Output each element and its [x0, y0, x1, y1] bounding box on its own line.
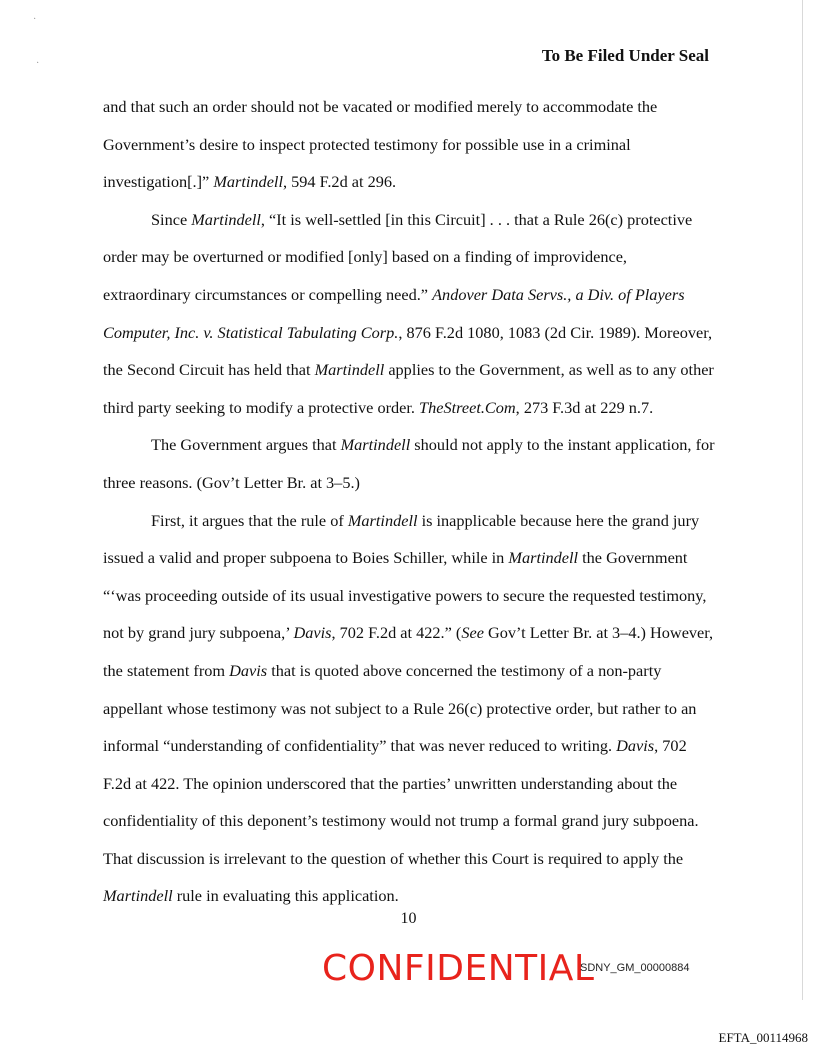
citation-italic: TheStreet.Com — [419, 397, 516, 417]
text-run: , 876 F.2d 1080, 1083 (2d Cir. 1989). Moreover, the Second Circuit has held that — [103, 322, 713, 380]
confidential-stamp: CONFIDENTIAL — [322, 948, 595, 989]
document-body — [103, 88, 715, 915]
scan-speck: · — [33, 14, 37, 25]
text-run: , “It is well-settled [in this Circuit] . . . that a Rule 26(c) protective order may be overturned or modified [only] based on a finding of improvidence, extraordinary circumstances or compelling need.” — [103, 209, 693, 304]
text-run: , 702 F.2d at 422. The opinion underscored that the parties’ unwritten understanding about the confidentiality of this deponent’s testimony would not trump a formal grand jury subpoena. That discussion is irrelevant to the question of whether this Court is required to apply the — [103, 736, 699, 868]
efta-number: EFTA_00114968 — [718, 1030, 808, 1045]
citation-italic: Andover Data Servs., a Div. of Players Computer, Inc. v. Statistical Tabulating Corp. — [103, 284, 685, 342]
citation-italic: Martindell — [347, 510, 418, 530]
citation-italic: Davis — [616, 736, 655, 756]
text-run: rule in evaluating this application. — [172, 886, 399, 906]
scan-speck: · — [36, 58, 40, 69]
text-run: Gov’t Letter Br. at 3–4.) However, the statement from — [103, 623, 714, 680]
text-run: , 594 F.2d at 296. — [282, 172, 397, 192]
text-run: Since — [151, 209, 192, 229]
text-run: , 273 F.3d at 229 n.7. — [515, 397, 654, 417]
page-number: 10 — [400, 910, 417, 927]
citation-italic: Martindell — [340, 435, 411, 455]
text-run: The Government argues that — [151, 435, 341, 455]
citation-italic: Martindell — [213, 172, 283, 192]
citation-italic: See — [461, 623, 484, 643]
paragraph — [103, 201, 715, 427]
bates-number: SDNY_GM_00000884 — [580, 962, 690, 974]
text-run: is inapplicable because here the grand jury issued a valid and proper subpoena to Boies Schiller, while in — [103, 510, 700, 568]
seal-header: To Be Filed Under Seal — [541, 46, 709, 65]
citation-italic: Martindell — [103, 886, 173, 906]
citation-italic: Davis — [229, 660, 268, 680]
text-run: , 702 F.2d at 422.” ( — [331, 623, 462, 643]
text-run: should not apply to the instant application, for three reasons. (Gov’t Letter Br. at 3–5.) — [103, 435, 715, 492]
paragraph — [103, 426, 715, 501]
citation-italic: Martindell — [314, 360, 385, 380]
text-run: applies to the Government, as well as to any other third party seeking to modify a protective order. — [103, 360, 714, 417]
text-run: that is quoted above concerned the testimony of a non-party appellant whose testimony was not subject to a Rule 26(c) protective order, but rather to an informal “understanding of confidentiality” that was never reduced to writing. — [103, 660, 697, 756]
scan-edge-line — [802, 0, 803, 1000]
text-run: the Government “‘was proceeding outside of its usual investigative powers to secure the requested testimony, not by grand jury subpoena,’ — [103, 548, 707, 643]
citation-italic: Martindell — [191, 209, 261, 229]
citation-italic: Martindell — [508, 548, 579, 568]
text-run: and that such an order should not be vacated or modified merely to accommodate the Government’s desire to inspect protected testimony for possible use in a criminal investigation[.]” — [103, 97, 658, 192]
paragraph — [103, 502, 715, 916]
text-run: First, it argues that the rule of — [151, 510, 348, 530]
citation-italic: Davis — [293, 623, 332, 643]
paragraph — [103, 88, 715, 201]
